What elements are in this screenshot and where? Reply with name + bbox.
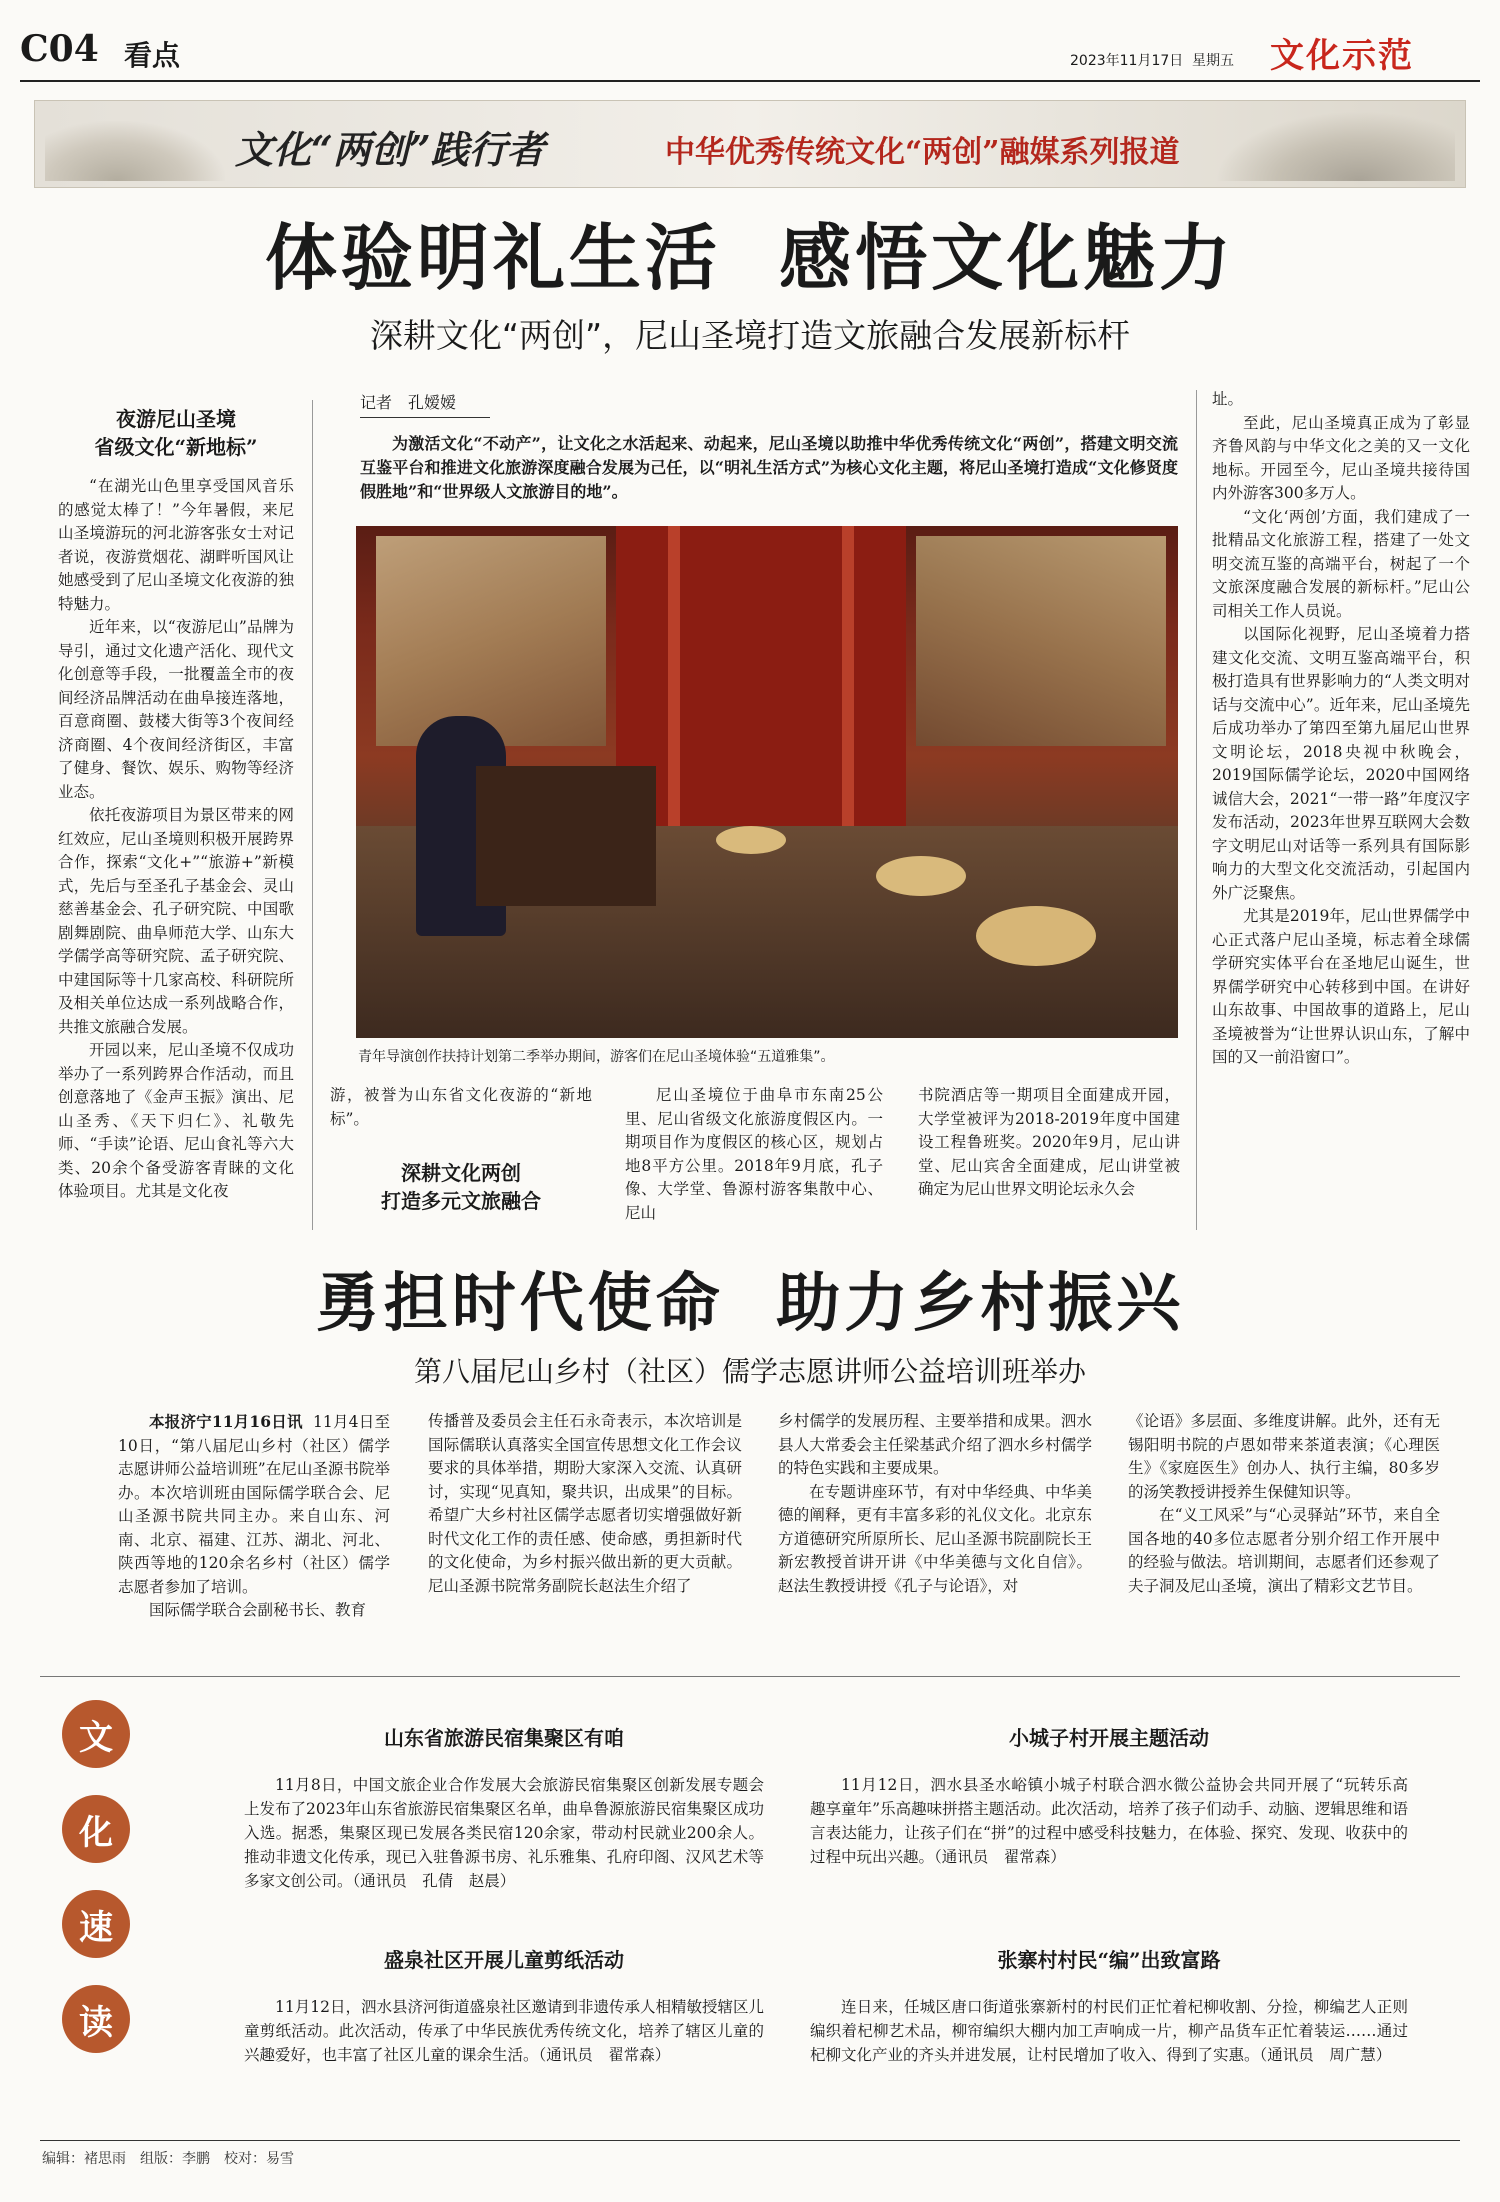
header-rule <box>20 80 1480 82</box>
section-rule <box>40 1676 1460 1677</box>
page-code: C04 <box>20 28 99 70</box>
paragraph: 在“义工风采”与“心灵驿站”环节，来自全国各地的40多位志愿者分别介绍工作开展中的经验与做法。培训期间，志愿者们还参观了夫子洞及尼山圣境，演出了精彩文艺节目。 <box>1128 1506 1440 1595</box>
paragraph: 国际儒学联合会副秘书长、教育 <box>149 1601 367 1619</box>
column-divider <box>312 400 313 1230</box>
column-divider <box>1196 390 1197 1230</box>
banner-mountain-art-left <box>45 121 225 181</box>
mid-column-2 <box>625 1084 883 1225</box>
brief-body: 连日来，任城区唐口街道张寨新村的村民们正忙着杞柳收割、分捡，柳编艺人正则编织着杞柳艺术品，柳帘编织大棚内加工声响成一片，柳产品货车正忙着装运……通过杞柳文化产业的齐头并进发展，让村民增加了收入、得到了实惠。（通讯员 周广慧） <box>810 1998 1408 2064</box>
briefs-label-char: 读 <box>62 1985 130 2053</box>
paragraph: 传播普及委员会主任石永奇表示，本次培训是国际儒联认真落实全国宣传思想文化工作会议要求的具体举措，期盼大家深入交流、认真研讨，实现“见真知，聚共识，出成果”的目标。希望广大乡村社区儒学志愿者切实增强做好新时代文化工作的责任感、使命感，勇担新时代的文化使命，为乡村振兴做出新的更大贡献。尼山圣源书院常务副院长赵法生介绍了 <box>428 1412 742 1595</box>
paragraph: 尼山圣境位于曲阜市东南25公里、尼山省级文化旅游度假区内。一期项目作为度假区的核心区，规划占地8平方公里。2018年9月底，孔子像、大学堂、鲁源村游客集散中心、尼山 <box>625 1086 883 1222</box>
section-heading-two-creations: 深耕文化两创 打造多元文旅融合 <box>381 1161 541 1213</box>
banner-mountain-art <box>1215 111 1455 181</box>
paragraph: 开园以来，尼山圣境不仅成功举办了一系列跨界合作活动，而且创意落地了《金声玉振》演出、尼山圣秀、《天下归仁》、礼敬先师、“手读”论语、尼山食礼等六大类、20余个备受游客青睐的文化体验项目。尤其是文化夜 <box>58 1041 294 1200</box>
paragraph: 书院酒店等一期项目全面建成开园，大学堂被评为2018-2019年度中国建设工程鲁班奖。2020年9月，尼山讲堂、尼山宾舍全面建成，尼山讲堂被确定为尼山世界文明论坛永久会 <box>918 1086 1180 1198</box>
brief-item <box>810 1722 1424 1869</box>
article2-subhead: 第八届尼山乡村（社区）儒学志愿讲师公益培训班举办 <box>413 1355 1086 1388</box>
series-banner <box>34 100 1466 188</box>
paragraph: 尤其是2019年，尼山世界儒学中心正式落户尼山圣境，标志着全球儒学研究实体平台在圣地尼山诞生，世界儒学研究中心转移到中国。在讲好山东故事、中国故事的道路上，尼山圣境被誉为“让世界认识山东，了解中国的又一前沿窗口”。 <box>1212 907 1470 1066</box>
mid-column-1 <box>330 1084 592 1215</box>
paragraph: 本报济宁11月16日讯 11月4日至10日，“第八届尼山乡村（社区）儒学志愿讲师公益培训班”在尼山圣源书院举办。本次培训班由国际儒学联合会、尼山圣源书院共同主办。来自山东、河南、北京、福建、江苏、湖北、河北、陕西等地的120余名乡村（社区）儒学志愿者参加了培训。 <box>118 1412 390 1596</box>
article2-column-1 <box>118 1410 390 1623</box>
briefs-label-char: 文 <box>62 1700 130 1768</box>
right-column <box>1212 388 1470 1070</box>
article1-headline: 体验明礼生活 感悟文化魅力 <box>264 215 1236 300</box>
paragraph: 址。 <box>1212 390 1244 408</box>
briefs-label-char: 化 <box>62 1795 130 1863</box>
issue-date: 2023年11月17日 <box>1070 53 1184 69</box>
brief-body: 11月8日，中国文旅企业合作发展大会旅游民宿集聚区创新发展专题会上发布了2023年山东省旅游民宿集聚区名单，曲阜鲁源旅游民宿集聚区成功入选。据悉，集聚区现已发展各类民宿120余家，带动村民就业200余人。推动非遗文化传承，现已入驻鲁源书房、礼乐雅集、孔府印阁、汉风艺术等多家文创公司。（通讯员 孔倩 赵晨） <box>244 1776 764 1890</box>
brief-item <box>244 1722 764 1893</box>
article2-headline: 勇担时代使命 助力乡村振兴 <box>315 1266 1185 1341</box>
brief-title: 张寨村村民“编”出致富路 <box>997 1948 1221 1972</box>
left-column-text <box>58 475 294 1204</box>
brief-item <box>244 1944 764 2067</box>
page-header <box>20 28 1480 78</box>
paragraph: 游，被誉为山东省文化夜游的“新地标”。 <box>330 1086 592 1128</box>
photo-cushion <box>716 826 786 854</box>
photo-caption: 青年导演创作扶持计划第二季举办期间，游客们在尼山圣境体验“五道雅集”。 <box>358 1049 835 1065</box>
photo-guqin-table <box>476 766 656 906</box>
brief-body: 11月12日，泗水县圣水峪镇小城子村联合泗水微公益协会共同开展了“玩转乐高 趣享童年”乐高趣味拼搭主题活动。此次活动，培养了孩子们动手、动脑、逻辑思维和语言表达能力，让孩子们在“拼”的过程中感受科技魅力，在体验、探究、发现、收获中的过程中玩出兴趣。（通讯员 翟常森） <box>810 1776 1424 1866</box>
issue-weekday: 星期五 <box>1192 53 1234 69</box>
paragraph: 依托夜游项目为景区带来的网红效应，尼山圣境则积极开展跨界合作，探索“文化+”“旅游+”新模式，先后与至圣孔子基金会、灵山慈善基金会、孔子研究院、中国歌剧舞剧院、曲阜师范大学、山东大学儒学高等研究院、孟子研究院、中建国际等十几家高校、科研院所及相关单位达成一系列战略合作，共推文旅融合发展。 <box>58 806 294 1036</box>
paragraph: 近年来，以“夜游尼山”品牌为导引，通过文化遗产活化、现代文化创意等手段，一批覆盖全市的夜间经济品牌活动在曲阜接连落地，百意商圈、鼓楼大街等3个夜间经济商圈、4个夜间经济街区，丰富了健身、餐饮、娱乐、购物等经济业态。 <box>58 618 294 801</box>
article2-column-3 <box>778 1410 1092 1598</box>
photo-mural-right <box>916 536 1166 746</box>
brief-title: 小城子村开展主题活动 <box>1009 1726 1209 1750</box>
banner-series-subtitle: 中华优秀传统文化“两创”融媒系列报道 <box>665 135 1180 170</box>
paragraph: “文化‘两创’方面，我们建成了一批精品文化旅游工程，搭建了一处文明交流互鉴的高端平台，树起了一个文旅深度融合发展的新标杆。”尼山公司相关工作人员说。 <box>1212 507 1470 620</box>
section-heading-night-tour: 夜游尼山圣境 省级文化“新地标” <box>94 407 258 459</box>
banner-series-title: 文化“两创”践行者 <box>235 127 545 172</box>
photo-red-pillars <box>616 526 906 826</box>
paragraph: 乡村儒学的发展历程、主要举措和成果。泗水县人大常委会主任梁基武介绍了泗水乡村儒学的特色实践和主要成果。 <box>778 1412 1092 1477</box>
mid-column-3 <box>918 1084 1180 1202</box>
article1-subhead: 深耕文化“两创”，尼山圣境打造文旅融合发展新标杆 <box>369 316 1131 355</box>
photo-mural-left <box>376 536 606 746</box>
dateline: 本报济宁11月16日讯 <box>149 1412 303 1431</box>
paragraph: 至此，尼山圣境真正成为了彰显齐鲁风韵与中华文化之美的又一文化地标。开园至今，尼山圣境共接待国内外游客300多万人。 <box>1212 413 1470 502</box>
masthead-logo: 文化示范 <box>1270 36 1414 76</box>
photo-cushion <box>876 856 966 896</box>
section-name: 看点 <box>124 39 181 72</box>
brief-title: 山东省旅游民宿集聚区有咱 <box>384 1726 624 1750</box>
footer-credits: 编辑：褚思雨 组版：李鹏 校对：易雪 <box>42 2151 294 2167</box>
byline: 记者 孔嫒嫒 <box>360 390 490 418</box>
brief-body: 11月12日，泗水县济河街道盛泉社区邀请到非遗传承人相精敏授辖区儿童剪纸活动。此次活动，传承了中华民族优秀传统文化，培养了辖区儿童的兴趣爱好，也丰富了社区儿童的课余生活。（通讯员 翟常森） <box>244 1998 764 2064</box>
brief-title: 盛泉社区开展儿童剪纸活动 <box>384 1948 624 1972</box>
photo-cushion <box>976 906 1096 966</box>
briefs-label-char: 速 <box>62 1890 130 1958</box>
article1-photo <box>356 526 1178 1038</box>
article1-lead: 为激活文化“不动产”，让文化之水活起来、动起来，尼山圣境以助推中华优秀传统文化“两创”，搭建文明交流互鉴平台和推进文化旅游深度融合发展为己任，以“明礼生活方式”为核心文化主题，将尼山圣境打造成“文化修贤度假胜地”和“世界级人文旅游目的地”。 <box>360 434 1178 501</box>
footer-rule <box>40 2140 1460 2141</box>
paragraph: 在专题讲座环节，有对中华经典、中华美德的阐释，更有丰富多彩的礼仪文化。北京东方道德研究所原所长、尼山圣源书院副院长王新宏教授首讲开讲《中华美德与文化自信》。赵法生教授讲授《孔子与论语》，对 <box>778 1482 1092 1595</box>
article2-column-2 <box>428 1410 742 1598</box>
left-column <box>58 405 294 1204</box>
paragraph: “在湖光山色里享受国风音乐的感觉太棒了！”今年暑假，来尼山圣境游玩的河北游客张女士对记者说，夜游赏烟花、湖畔听国风让她感受到了尼山圣境文化夜游的独特魅力。 <box>58 477 294 613</box>
paragraph: 《论语》多层面、多维度讲解。此外，还有无锡阳明书院的卢恩如带来茶道表演；《心理医生》《家庭医生》创办人、执行主编，80多岁的汤笑教授讲授养生保健知识等。 <box>1128 1412 1440 1501</box>
brief-item <box>810 1944 1408 2067</box>
paragraph: 以国际化视野，尼山圣境着力搭建文化交流、文明互鉴高端平台，积极打造具有世界影响力的“人类文明对话与交流中心”。近年来，尼山圣境先后成功举办了第四至第九届尼山世界文明论坛，2018央视中秋晚会，2019国际儒学论坛，2020中国网络诚信大会，2021“一带一路”年度汉字发布活动，2023年世界互联网大会数字文明尼山对话等一系列具有国际影响力的大型文化交流活动，引起国内外广泛聚焦。 <box>1212 625 1470 902</box>
article2-column-4 <box>1128 1410 1440 1598</box>
